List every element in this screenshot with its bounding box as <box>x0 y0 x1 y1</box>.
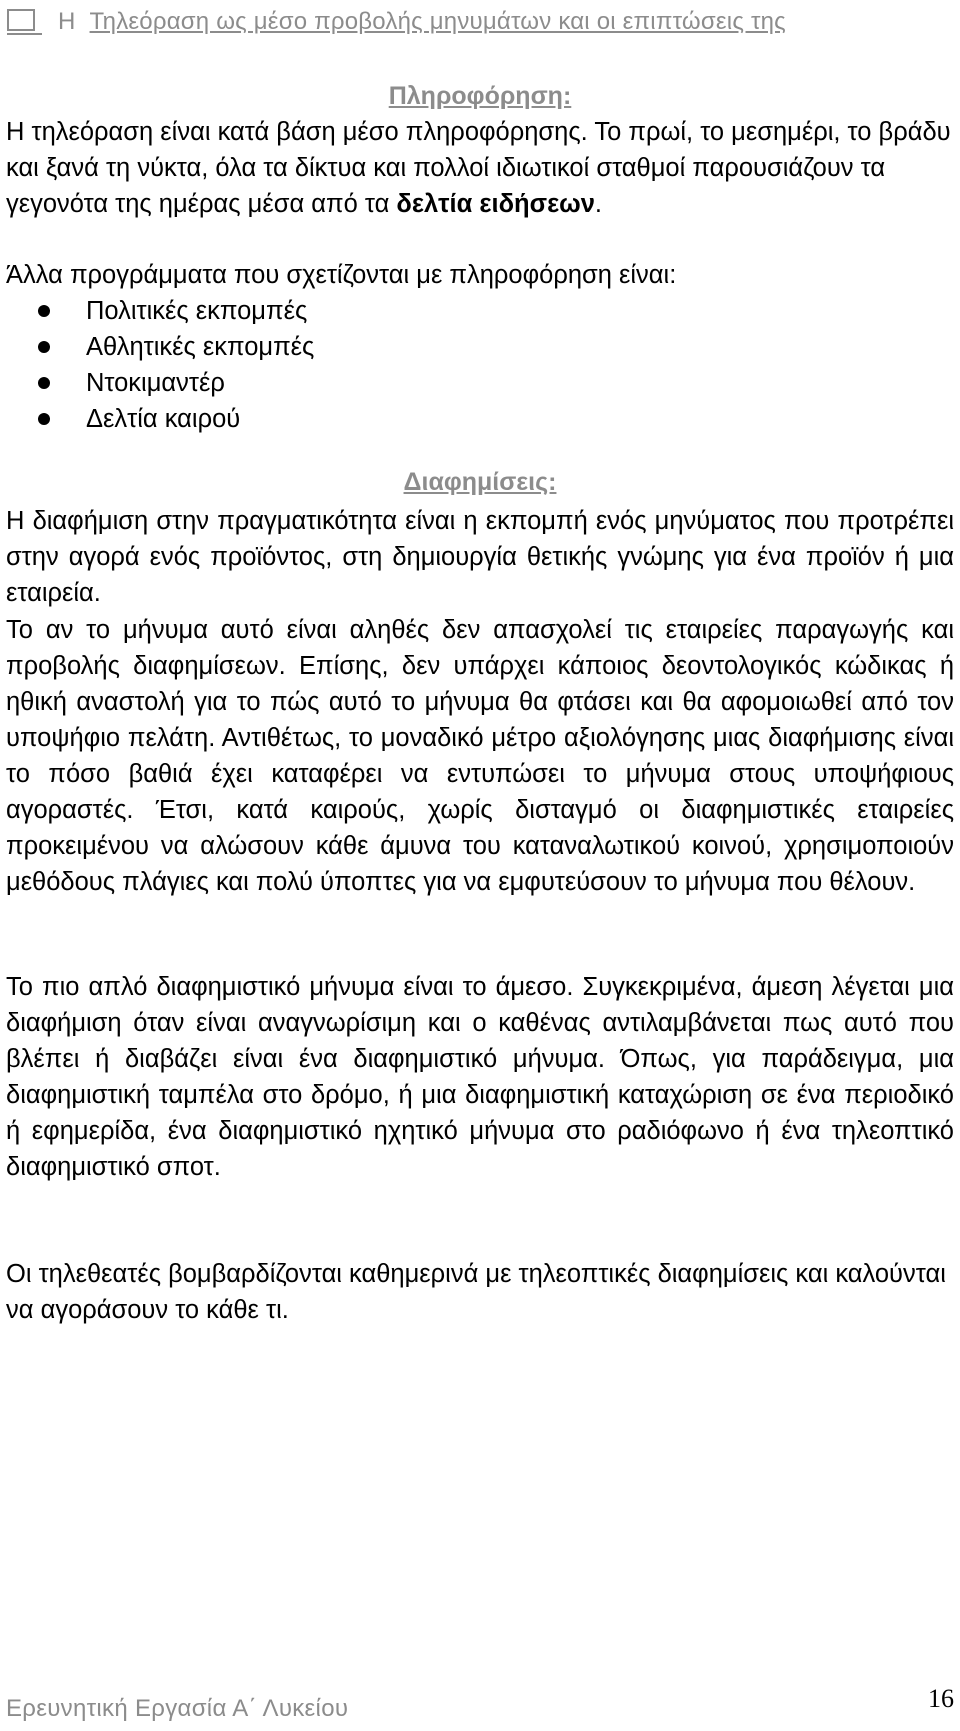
header-letter: Η <box>58 8 76 35</box>
bullet-icon <box>38 377 50 389</box>
list-item <box>0 401 314 437</box>
intro-text: Η τηλεόραση είναι κατά βάση μέσο πληροφόρησης. Το πρωί, το μεσημέρι, το βράδυ και ξανά τη νύκτα, όλα τα δίκτυα και πολλοί ιδιωτικοί σταθμοί παρουσιάζουν τα γεγονότα της ημέρας μέσα από τα <box>6 118 951 218</box>
bullet-icon <box>38 341 50 353</box>
program-list <box>0 293 314 437</box>
list-item <box>0 329 314 365</box>
intro-paragraph <box>6 114 954 222</box>
ad-paragraph-direct: Το πιο απλό διαφημιστικό μήνυμα είναι το άμεσο. Συγκεκριμένα, άμεση λέγεται μια διαφήμιση όταν είναι αναγνωρίσιμη και ο καθένας αντιλαμβάνεται πως αυτό που βλέπει ή διαβάζει είναι ένα διαφημιστικό μήνυμα. Όπως, για παράδειγμα, μια διαφημιστική ταμπέλα στο δρόμο, ή μια διαφημιστική καταχώριση σε ένα περιοδικό ή εφημερίδα, ένα διαφημιστικό ηχητικό μήνυμα στο ραδιόφωνο ή ένα τηλεοπτικό διαφημιστικό σποτ. <box>6 973 954 1181</box>
list-item <box>0 293 314 329</box>
ad-paragraph-definition: Η διαφήμιση στην πραγματικότητα είναι η εκπομπή ενός μηνύματος που προτρέπει στην αγορά ενός προϊόντος, στη δημιουργία θετικής γνώμης για ένα προϊόν ή μια εταιρεία. <box>6 507 954 607</box>
intro-end: . <box>594 190 602 218</box>
header <box>6 4 786 40</box>
list-item-label: Πολιτικές εκπομπές <box>86 297 308 325</box>
checkbox-icon <box>6 8 46 36</box>
bullet-icon <box>38 413 50 425</box>
list-item-label: Δελτία καιρού <box>86 405 241 433</box>
list-item-label: Ντοκιμαντέρ <box>86 369 225 397</box>
section-title-information: Πληροφόρηση: <box>388 82 572 110</box>
page-number: 16 <box>928 1684 954 1713</box>
list-item-label: Αθλητικές εκπομπές <box>86 333 315 361</box>
list-item <box>0 365 314 401</box>
section-title-advertising: Διαφημίσεις: <box>403 468 557 496</box>
ad-paragraph-ethics: Το αν το μήνυμα αυτό είναι αληθές δεν απασχολεί τις εταιρείες παραγωγής και προβολής διαφημίσεων. Επίσης, δεν υπάρχει κάποιος δεοντολογικός κώδικας ή ηθική αναστολή για το πώς αυτό το μήνυμα θα φτάσει και θα αφομοιωθεί από τον υποψήφιο πελάτη. Αντιθέτως, το μοναδικό μέτρο αξιολόγησης μιας διαφήμισης είναι το πόσο βαθιά έχει καταφέρει να εντυπώσει το μήνυμα στους υποψήφιους αγοραστές. Έτσι, κατά καιρούς, χωρίς δισταγμό οι διαφημιστικές εταιρείες προκειμένου να αλώσουν κάθε άμυνα του καταναλωτικού κοινού, χρησιμοποιούν μεθόδους πλάγιες και πολύ ύποπτες για να εμφυτεύσουν το μήνυμα που θέλουν. <box>6 616 954 896</box>
bullet-icon <box>38 305 50 317</box>
programs-intro: Άλλα προγράμματα που σχετίζονται με πληροφόρηση είναι: <box>6 261 677 289</box>
header-title-link[interactable]: Τηλεόραση ως μέσο προβολής μηνυμάτων και οι επιπτώσεις της <box>89 8 786 35</box>
footer-text: Ερευνητική Εργασία Α΄ Λυκείου <box>6 1695 349 1722</box>
intro-bold-term: δελτία ειδήσεων <box>396 190 595 218</box>
ad-paragraph-viewers: Οι τηλεθεατές βομβαρδίζονται καθημερινά με τηλεοπτικές διαφημίσεις και καλούνται να αγοράσουν το κάθε τι. <box>6 1260 946 1324</box>
